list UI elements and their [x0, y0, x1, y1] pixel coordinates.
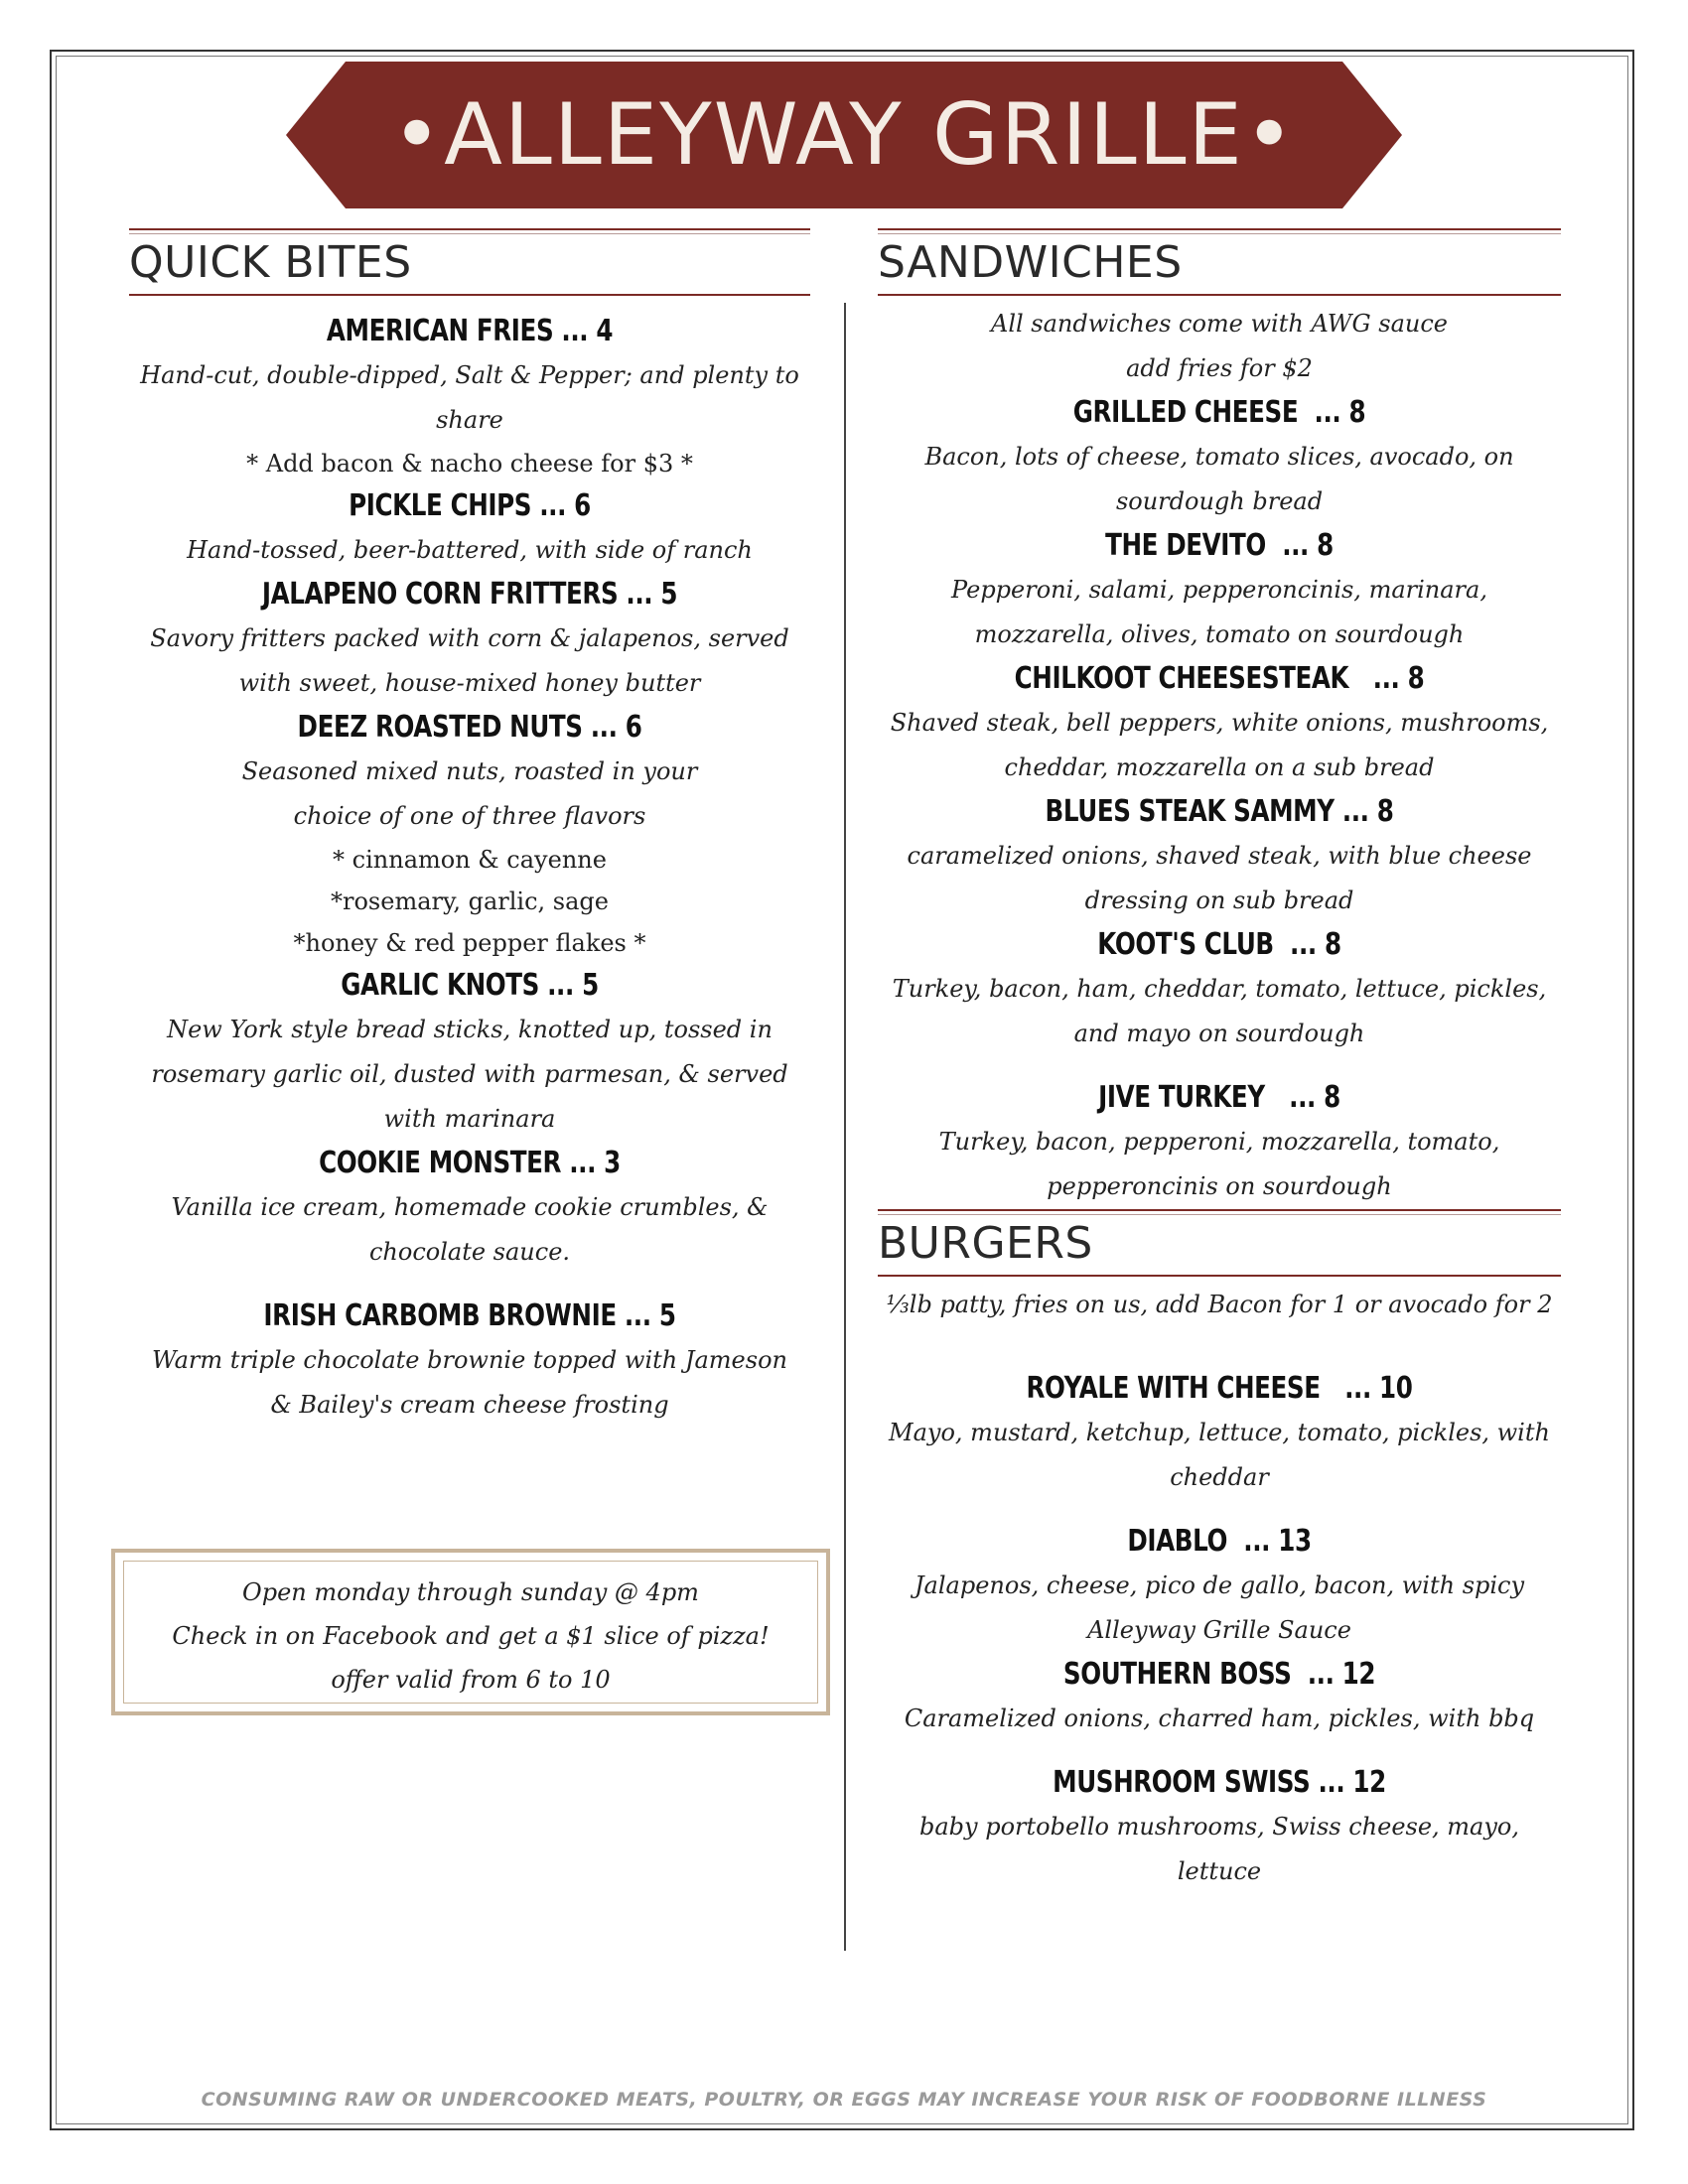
menu-item-description: Turkey, bacon, pepperoni, mozzarella, tomato, pepperoncinis on sourdough	[938, 1128, 1500, 1200]
section-title: SANDWICHES	[878, 236, 1183, 288]
menu-item-name: MUSHROOM SWISS ... 12	[1053, 1765, 1386, 1800]
menu-item-description: Warm triple chocolate brownie topped with Jameson & Bailey's cream cheese frosting	[152, 1346, 787, 1419]
menu-item-name: CHILKOOT CHEESESTEAK ... 8	[1014, 661, 1425, 696]
menu-item-name: GRILLED CHEESE ... 8	[1072, 395, 1366, 430]
sandwiches-section	[878, 228, 1561, 1894]
menu-item-description: New York style bread sticks, knotted up, tossed in rosemary garlic oil, dusted with parmesan, & served with marinara	[151, 1016, 788, 1133]
menu-item-name: BLUES STEAK SAMMY ... 8	[1045, 794, 1394, 829]
menu-item-name: JIVE TURKEY ... 8	[1098, 1080, 1340, 1115]
column-divider	[844, 303, 846, 1951]
menu-item-description: Savory fritters packed with corn & jalapenos, served with sweet, house-mixed honey butter	[150, 624, 789, 697]
section-intro: ⅓lb patty, fries on us, add Bacon for 1 or avocado for 2	[886, 1291, 1553, 1318]
menu-item-name: AMERICAN FRIES ... 4	[326, 314, 614, 348]
info-line: Check in on Facebook and get a $1 slice of pizza!	[172, 1622, 770, 1650]
restaurant-title: •ALLEYWAY GRILLE•	[391, 85, 1297, 185]
menu-item-name: ROYALE WITH CHEESE ... 10	[1026, 1371, 1413, 1406]
menu-item-description: Hand-cut, double-dipped, Salt & Pepper; and plenty to share	[140, 361, 799, 434]
menu-item-description: Hand-tossed, beer-battered, with side of ranch	[187, 536, 753, 564]
menu-item-description: Vanilla ice cream, homemade cookie crumbles, & chocolate sauce.	[171, 1193, 769, 1266]
menu-item-name: JALAPENO CORN FRITTERS ... 5	[261, 577, 678, 612]
section-intro: All sandwiches come with AWG sauce add fries for $2	[990, 310, 1448, 382]
menu-item-name: THE DEVITO ... 8	[1105, 528, 1334, 563]
menu-item-name: DIABLO ... 13	[1127, 1524, 1312, 1559]
menu-item-name: COOKIE MONSTER ... 3	[319, 1146, 621, 1180]
menu-item-description: Turkey, bacon, ham, cheddar, tomato, lettuce, pickles, and mayo on sourdough	[892, 975, 1547, 1047]
info-line: offer valid from 6 to 10	[331, 1666, 611, 1694]
menu-item-name: DEEZ ROASTED NUTS ... 6	[297, 710, 642, 745]
menu-item-description: Bacon, lots of cheese, tomato slices, avocado, on sourdough bread	[924, 443, 1514, 515]
section-title: QUICK BITES	[129, 236, 412, 288]
burgers-header	[878, 1209, 1561, 1277]
info-box	[111, 1549, 830, 1715]
menu-item-description: Pepperoni, salami, pepperoncinis, marinara, mozzarella, olives, tomato on sourdough	[951, 576, 1487, 648]
menu-item-description: Caramelized onions, charred ham, pickles, with bbq	[904, 1705, 1535, 1732]
quick-bites-header	[129, 228, 810, 296]
sandwiches-header	[878, 228, 1561, 296]
menu-item-name: IRISH CARBOMB BROWNIE ... 5	[263, 1298, 676, 1333]
menu-item-name: GARLIC KNOTS ... 5	[341, 968, 599, 1003]
menu-item-name: PICKLE CHIPS ... 6	[349, 488, 591, 523]
menu-item-description: Jalapenos, cheese, pico de gallo, bacon, with spicy Alleyway Grille Sauce	[914, 1571, 1525, 1644]
menu-item-description: Shaved steak, bell peppers, white onions, mushrooms, cheddar, mozzarella on a sub bread	[890, 709, 1549, 781]
food-safety-disclaimer: CONSUMING RAW OR UNDERCOOKED MEATS, POULTRY, OR EGGS MAY INCREASE YOUR RISK OF FOODBORNE ILLNESS	[201, 2089, 1487, 2111]
menu-item-description: baby portobello mushrooms, Swiss cheese, mayo, lettuce	[919, 1813, 1519, 1885]
menu-item-note: * cinnamon & cayenne *rosemary, garlic, sage *honey & red pepper flakes *	[293, 846, 646, 957]
menu-item-note: * Add bacon & nacho cheese for $3 *	[246, 450, 693, 478]
section-title: BURGERS	[878, 1217, 1093, 1269]
header-banner	[286, 62, 1402, 208]
menu-item-name: SOUTHERN BOSS ... 12	[1062, 1657, 1376, 1692]
quick-bites-section	[129, 228, 810, 1428]
menu-item-description: Seasoned mixed nuts, roasted in your choice of one of three flavors	[241, 757, 698, 830]
info-line: Open monday through sunday @ 4pm	[242, 1578, 699, 1606]
menu-item-name: KOOT'S CLUB ... 8	[1097, 927, 1341, 962]
menu-item-description: caramelized onions, shaved steak, with blue cheese dressing on sub bread	[907, 842, 1532, 914]
menu-item-description: Mayo, mustard, ketchup, lettuce, tomato, pickles, with cheddar	[889, 1419, 1550, 1491]
